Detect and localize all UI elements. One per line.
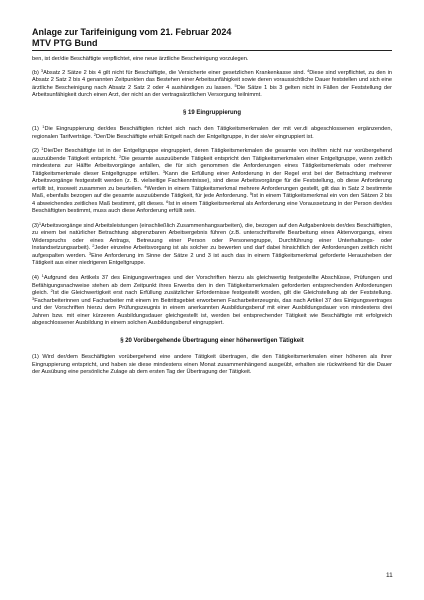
sentence-text: (2) (32, 148, 42, 155)
sentence-text: Der/Die Beschäftigte erhält Entgelt nach der Entgeltgruppe, in der sie/er eingruppiert ist. (96, 133, 314, 140)
sentence-text: Die Sätze 1 bis 3 gelten nicht in Fällen der Feststellung der Arbeitsunfähigkeit durch einen Arzt, der nicht an der vertragsärztlichen Versorgung teilnimmt. (32, 84, 392, 98)
sentence-text: (b) (32, 69, 41, 76)
sentence-text: Kann die Erfüllung einer Anforderung in der Regel erst bei der Betrachtung mehrerer Arbeitsvorgänge festgestellt werden (z. B. vielseitige Fachkenntnisse), sind diese Arbeitsvorgänge für die Feststellung, ob diese Anforderung erfüllt ist, insoweit zusammen zu beurteilen. (32, 170, 392, 192)
section-19-heading: § 19 Eingruppierung (182, 109, 241, 116)
section-20-heading: § 20 Vorübergehende Übertragung einer höherwertigen Tätigkeit (120, 337, 304, 344)
sentence-number: 1 (41, 146, 44, 152)
sentence-number: 2 (92, 243, 95, 249)
section-19-paragraph-2 (32, 148, 392, 216)
sentence-text: Aufgrund des Artikels 37 des Einigungsvertrages und der Vorschriften hierzu als gleichwertig festgestellte Abschlüsse, Prüfungen und Befähigungsnachweise stehen ab dem Zeitpunkt ihres Erwerbs den in den Tätigkeitsmerkmalen geforderten entsprechenden Anforderungen gleich. (32, 275, 392, 297)
sentence-number: 1 (38, 220, 42, 226)
sentence-text: (1) (32, 126, 43, 132)
section-19-paragraph-1 (32, 126, 392, 141)
sentence-text: Absatz 2 Sätze 2 bis 4 gilt nicht für Beschäftigte, die Versicherte einer gesetzlichen Krankenkasse sind. (43, 69, 308, 76)
header-divider (32, 50, 392, 51)
sentence-text: Ist in einem Tätigkeitsmerkmal als Anforderung eine Voraussetzung in der Person der/des Beschäftigten bestimmt, muss auch diese Anforderung erfüllt sein. (32, 200, 392, 215)
sentence-number: 5 (249, 191, 253, 197)
sentence-text: (1) Wird der/dem Beschäftigten vorübergehend eine andere Tätigkeit übertragen, die den Tätigkeitsmerkmalen einer höheren als ihrer Eingruppierung entspricht, und haben sie diese mindestens einen Monat zusammenhängend ausgeübt, erhalten sie rückwirkend für die Dauer der Ausübung eine persönliche Zulage ab dem ersten Tag der Übertragung der Tätigkeit. (32, 354, 392, 376)
sentence-text: Die Eingruppierung der/des Beschäftigten richtet sich nach den Tätigkeitsmerkmalen der mit ver.di abgeschlossenen ergänzenden, regionalen Tarifverträge. (32, 126, 393, 140)
sentence-number: 2 (93, 131, 97, 137)
header-subtitle: MTV PTG Bund (32, 37, 98, 48)
sentence-text: (4) (32, 275, 42, 282)
sentence-number: 3 (88, 250, 92, 256)
sentence-number: 1 (42, 124, 45, 129)
sentence-text: Jeder einzelne Arbeitsvorgang ist als solcher zu bewerten und darf dabei hinsichtlich der Anforderungen zeitlich nicht aufgespalten werden. (32, 245, 392, 259)
paragraph-b (32, 67, 393, 100)
sentence-number: 3 (40, 67, 44, 73)
section-19-paragraph-4 (32, 275, 392, 328)
sentence-text: Die gesamte auszuübende Tätigkeit entspricht den Tätigkeitsmerkmalen einer Entgeltgruppe, wenn zeitlich mindestens zur Hälfte Arbeitsvorgänge anfallen, die für sich genommen die Anforderungen eines Tätigkeitsmerkmals oder mehrerer Tätigkeitsmerkmale dieser Entgeltgruppe erfüllen. (32, 155, 392, 177)
sentence-number: 2 (50, 288, 53, 294)
section-20-paragraph-1 (32, 354, 392, 377)
intro-paragraph: ben, ist der/die Beschäftigte verpflichtet, eine neue ärztliche Bescheinigung vorzulegen. (32, 56, 249, 62)
sentence-number: 5 (234, 82, 237, 88)
document-body (32, 56, 392, 384)
sentence-text: Werden in einem Tätigkeitsmerkmal mehrere Anforderungen gestellt, gilt das in Satz 2 bestimmte Maß, ebenfalls bezogen auf die gesamte auszuübende Tätigkeit, für jede Anforderung. (32, 185, 392, 200)
sentence-text: Facharbeiterinnen und Facharbeiter mit einem im Beitrittsgebiet erworbenen Facharbeiterzeugnis, das nach Artikel 37 des Einigungsvertrages und der Vorschriften hierzu dem Prüfungszeugnis in einem anerkannten Ausbildungsberuf mit einer Ausbildungsdauer von mindestens drei Jahren bzw. mit einer kürzeren Ausbildungsdauer gleichgestellt ist, werden bei entsprechender Tätigkeit wie Beschäftigte mit erfolgreich abgeschlossener Ausbildung in einem solchen Ausbildungsberuf eingruppiert. (32, 297, 392, 327)
section-19-paragraph-3 (32, 220, 392, 268)
sentence-text: Diese sind verpflichtet, zu den in Absatz 2 Satz 2 bis 4 genannten Zeitpunkten das Bestehen einer Arbeitsunfähigkeit sowie deren voraussichtliche Dauer feststellen und sich eine ärztliche Bescheinigung nach Absatz 2 Satz 2 oder 4 aushändigen zu lassen. (32, 69, 393, 91)
sentence-text: Arbeitsvorgänge sind Arbeitsleistungen (einschließlich Zusammenhangsarbeiten), die, bezogen auf den Aufgabenkreis der/des Beschäftigten, zu einem bei natürlicher Betrachtung abgrenzbaren Arbeitsergebnis führen (z.B. unterschriftsreife Bearbeitung eines Aktenvorgangs, eines Widerspruchs oder eines Antrags, Betreuung einer Person oder Personengruppe, Durchführung einer Unterhaltungs- oder Instandsetzungsarbeit). (32, 222, 392, 252)
sentence-number: 4 (144, 183, 147, 189)
sentence-number: 3 (32, 295, 35, 301)
sentence-text: Eine Anforderung im Sinne der Sätze 2 und 3 ist auch das in einem Tätigkeitsmerkmal geforderte Herausheben der Tätigkeit aus einer niedrigeren Entgeltgruppe. (32, 252, 392, 267)
sentence-number: 4 (307, 67, 310, 73)
page-number: 11 (386, 572, 393, 579)
sentence-text: (3) (32, 222, 39, 229)
sentence-number: 3 (162, 168, 165, 174)
page-header (32, 27, 392, 48)
sentence-number: 6 (166, 198, 169, 204)
sentence-text: Ist die Gleichwertigkeit erst nach Erfüllung zusätzlicher Erfordernisse festgestellt worden, gilt die Gleichstellung ab der Feststellung. (52, 290, 392, 297)
sentence-number: 2 (119, 153, 122, 159)
header-title: Anlage zur Tarifeinigung vom 21. Februar 2024 (32, 27, 232, 37)
sentence-number: 1 (41, 273, 44, 279)
sentence-text: Ist in einem Tätigkeitsmerkmal ein von den Sätzen 2 bis 4 abweichendes zeitliches Maß bestimmt, gilt dieses. (32, 193, 392, 207)
sentence-text: Die/Der Beschäftigte ist in der Entgeltgruppe eingruppiert, deren Tätigkeitsmerkmalen die gesamte von ihr/ihm nicht nur vorübergehend auszuübende Tätigkeit entspricht. (32, 148, 393, 162)
